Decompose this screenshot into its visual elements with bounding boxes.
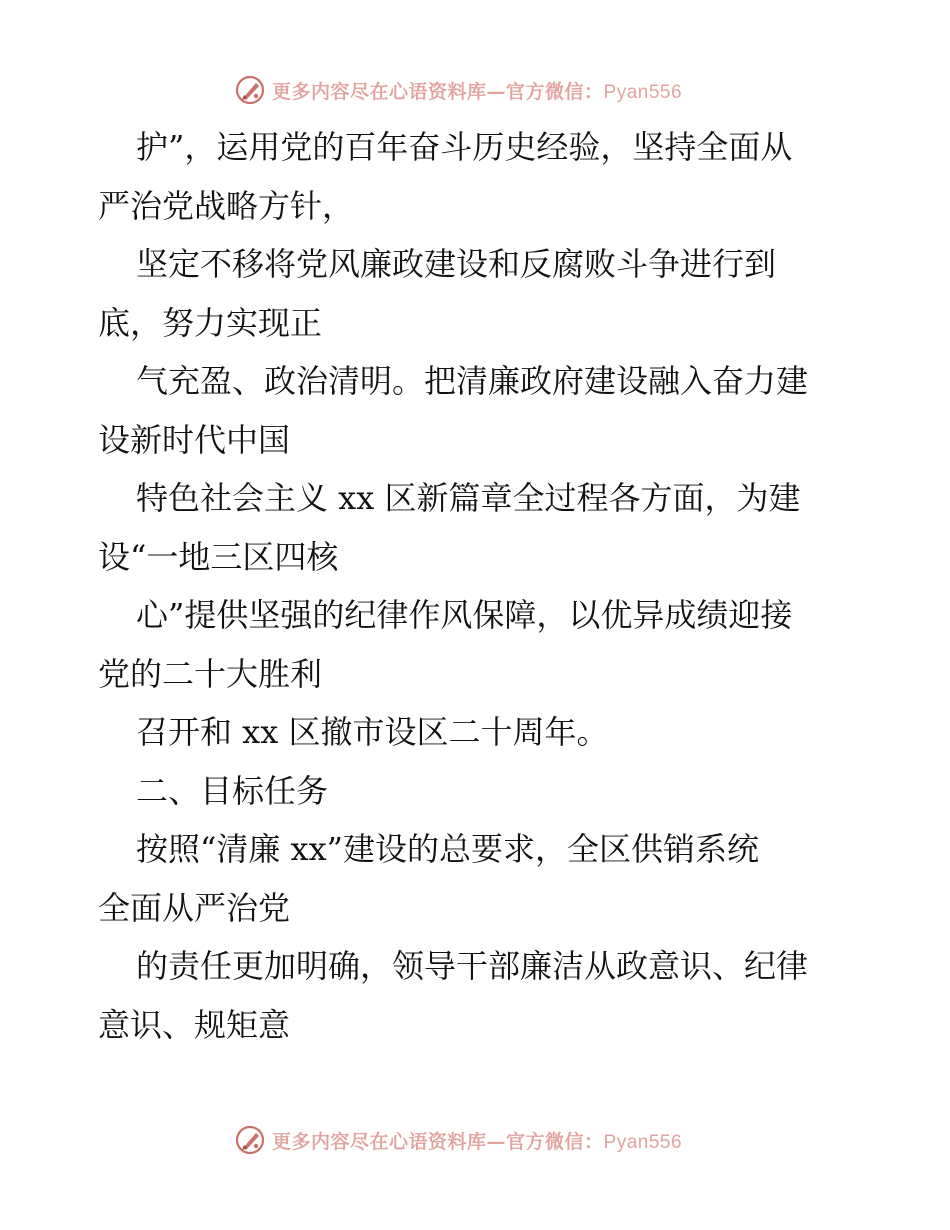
paragraph-line: 严治党战略方针， [98,186,355,225]
paragraph-line: 意识、规矩意 [98,1005,291,1044]
paragraph-line: 坚定不移将党风廉政建设和反腐败斗争进行到 [136,245,777,283]
paragraph-line: 全面从严治党 [98,888,291,927]
paragraph-line: 按照“清廉 xx”建设的总要求，全区供销系统 [136,830,759,868]
paragraph-line: 召开和 xx 区撤市设区二十周年。 [136,713,609,751]
watermark-text: 更多内容尽在心语资料库—官方微信：Pyan556 [272,80,683,103]
paragraph-line: 党的二十大胜利 [98,654,323,693]
quill-pen-logo-icon [234,1124,266,1156]
quill-pen-logo-icon [234,74,266,106]
section-heading: 二、目标任务 [136,771,329,810]
paragraph-line: 护”，运用党的百年奋斗历史经验，坚持全面从 [136,128,793,166]
document-body [98,118,858,1054]
watermark-id: Pyan556 [603,81,683,103]
footer-watermark [234,1122,682,1158]
paragraph-line: 特色社会主义 xx 区新篇章全过程各方面，为建 [136,479,801,517]
paragraph-line: 设“一地三区四核 [98,537,339,576]
header-watermark [234,72,682,108]
paragraph-line: 气充盈、政治清明。把清廉政府建设融入奋力建 [136,362,809,400]
paragraph-line: 的责任更加明确，领导干部廉洁从政意识、纪律 [136,947,809,985]
watermark-text: 更多内容尽在心语资料库—官方微信：Pyan556 [272,1130,683,1153]
paragraph-line: 设新时代中国 [98,420,291,459]
paragraph-line: 底，努力实现正 [98,303,323,342]
watermark-id: Pyan556 [603,1131,683,1153]
paragraph-line: 心”提供坚强的纪律作风保障，以优异成绩迎接 [136,596,793,634]
